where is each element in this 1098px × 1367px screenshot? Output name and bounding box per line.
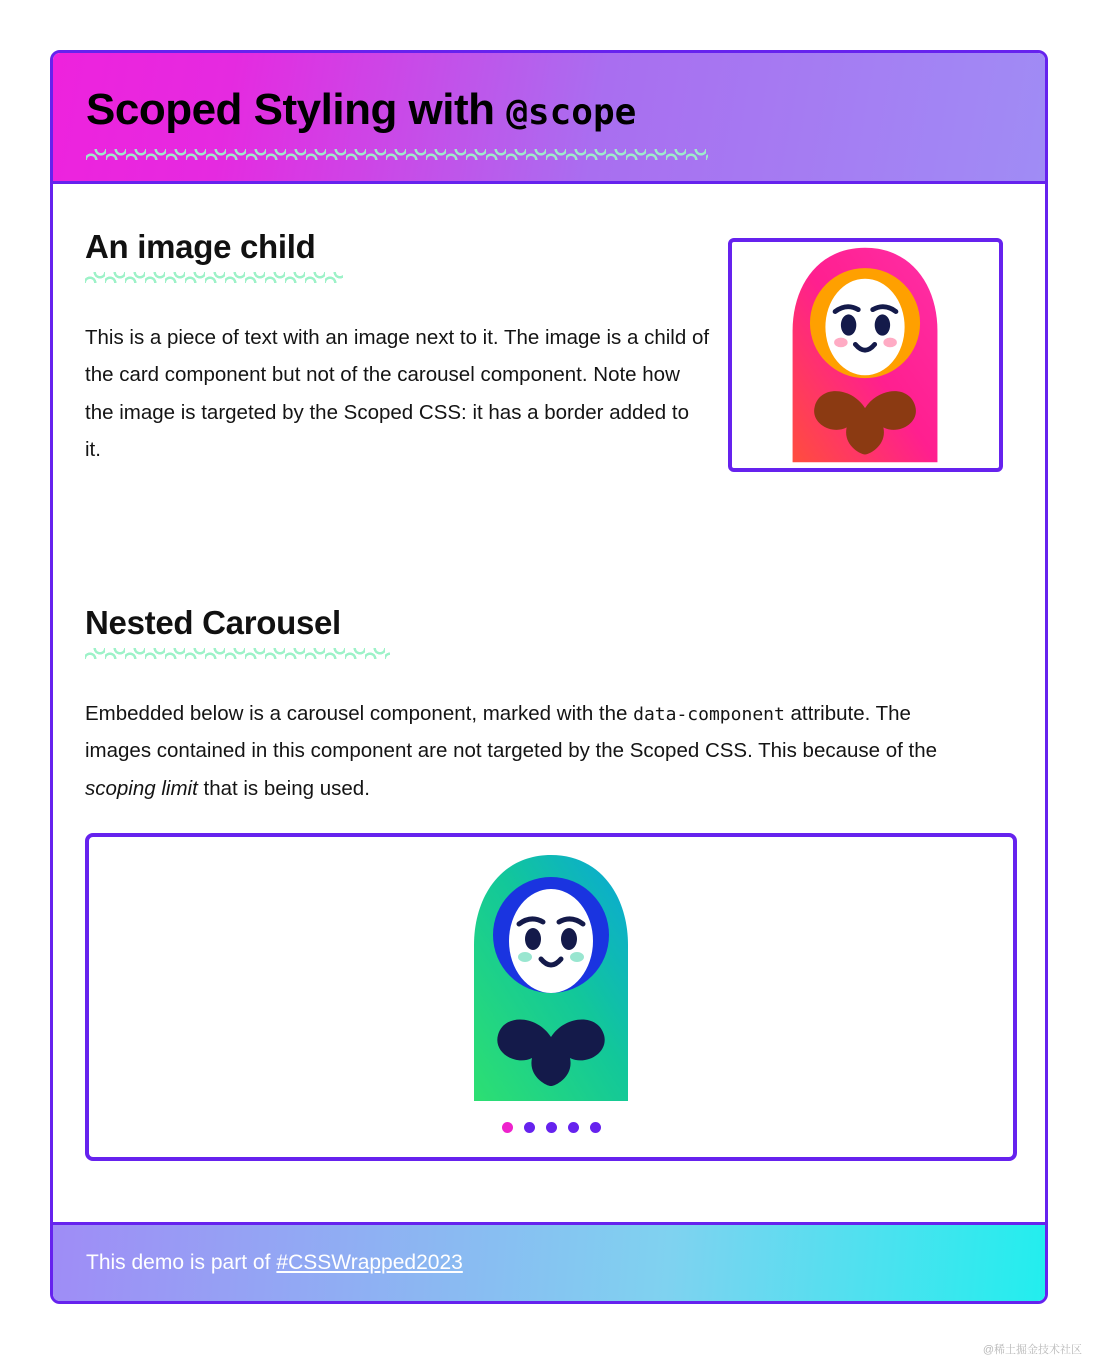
- carousel-dots[interactable]: [89, 1122, 1013, 1133]
- card-header: [53, 53, 1045, 184]
- page-title-code: @scope: [506, 92, 637, 133]
- demo-card: [50, 50, 1048, 1304]
- page-title-text: Scoped Styling with: [86, 85, 507, 134]
- carousel-dot-2[interactable]: [524, 1122, 535, 1133]
- matryoshka-doll-green-icon: [411, 849, 691, 1107]
- image-child-figure: [728, 238, 1003, 472]
- section-paragraph-nested-carousel: [85, 695, 945, 807]
- section-paragraph-image-child: This is a piece of text with an image next to it. The image is a child of the card component but not of the carousel component. Note how the image is targeted by the Scoped CSS: it has a border added to it.: [85, 326, 710, 461]
- paragraph-part-2: attribute. The images contained in this component are not targeted by the Scoped CSS. This because of the: [85, 702, 938, 763]
- carousel-slide: [89, 845, 1013, 1110]
- watermark: @稀土掘金技术社区: [982, 1344, 1082, 1356]
- footer-text: This demo is part of: [86, 1251, 271, 1274]
- section-nested-carousel: [85, 604, 1013, 1161]
- heading-underline-squiggle: [85, 272, 343, 283]
- card-body: [53, 184, 1045, 1222]
- carousel-dot-1[interactable]: [502, 1122, 513, 1133]
- paragraph-part-3: that is being used.: [197, 776, 370, 800]
- page-title: [86, 87, 636, 133]
- title-underline-squiggle: [86, 149, 708, 160]
- paragraph-part-1: Embedded below is a carousel component, marked with the: [85, 702, 634, 726]
- carousel-dot-5[interactable]: [590, 1122, 601, 1133]
- card-footer: [53, 1222, 1045, 1301]
- carousel-dot-3[interactable]: [546, 1122, 557, 1133]
- footer-link-csswrapped[interactable]: #CSSWrapped2023: [276, 1251, 463, 1274]
- paragraph-emphasis: scoping limit: [85, 776, 198, 800]
- heading-underline-squiggle-2: [85, 648, 390, 659]
- carousel-dot-4[interactable]: [568, 1122, 579, 1133]
- paragraph-code-token: data-component: [633, 704, 785, 726]
- section-image-child: [85, 228, 1013, 468]
- section-heading-nested-carousel: Nested Carousel: [85, 604, 341, 642]
- matryoshka-doll-pink-icon: [732, 242, 999, 468]
- carousel-component[interactable]: [85, 833, 1017, 1161]
- section-heading-image-child: An image child: [85, 228, 316, 265]
